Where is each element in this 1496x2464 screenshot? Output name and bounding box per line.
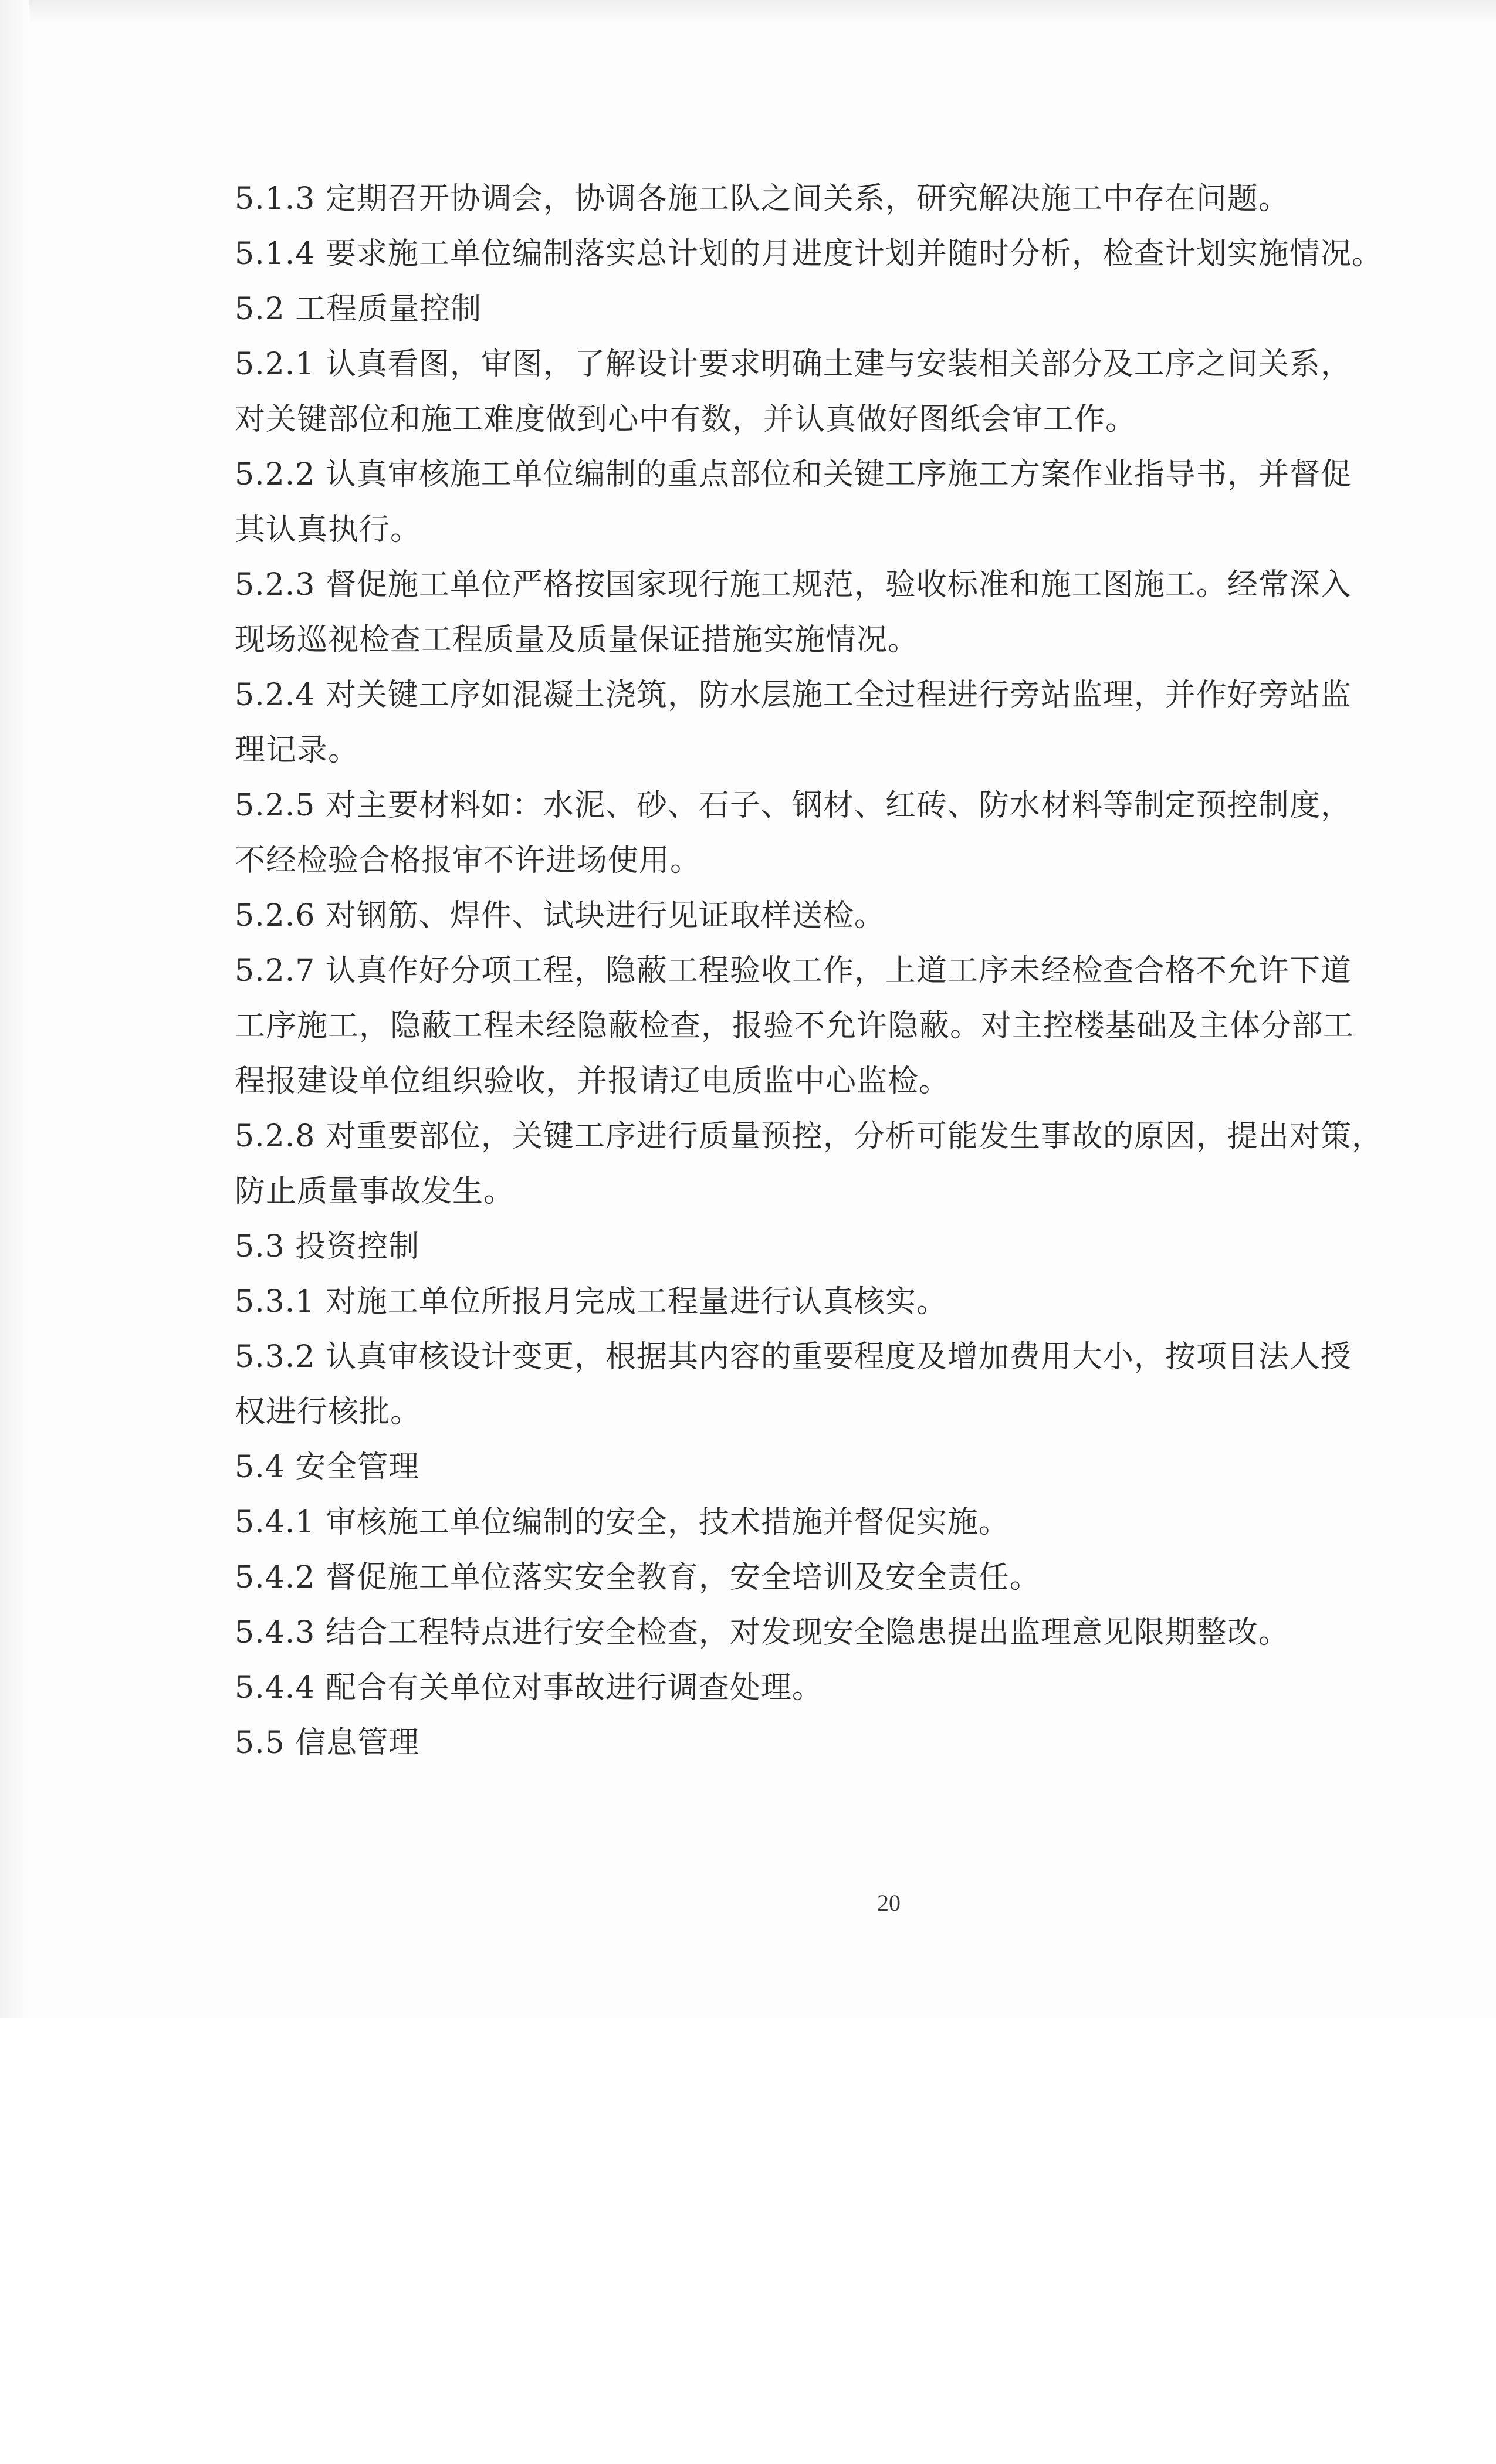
item-5-4-3: [235, 1605, 1326, 1660]
item-5-2-4: [235, 668, 1352, 778]
text-line: 5.3.2 认真审核设计变更，根据其内容的重要程度及增加费用大小，按项目法人授: [235, 1339, 1352, 1375]
text-line: 权进行核批。: [235, 1395, 422, 1430]
item-5-3-2: [235, 1329, 1352, 1440]
heading-line: 5.3 投资控制: [235, 1229, 420, 1264]
item-5-2-2: [235, 447, 1352, 557]
text-line: 5.2.1 认真看图，审图，了解设计要求明确土建与安装相关部分及工序之间关系，: [235, 347, 1352, 382]
page-number: 20: [877, 1890, 901, 1916]
item-5-1-4: [235, 226, 1383, 282]
text-line: 5.2.4 对关键工序如混凝土浇筑，防水层施工全过程进行旁站监理，并作好旁站监: [235, 678, 1352, 713]
section-heading-5-3: [235, 1219, 1326, 1274]
text-line: 工序施工，隐蔽工程未经隐蔽检查，报验不允许隐蔽。对主控楼基础及主体分部工: [235, 1008, 1355, 1044]
item-5-2-6: [235, 888, 1326, 943]
text-line: 其认真执行。: [235, 512, 422, 547]
text-line: 5.2.8 对重要部位，关键工序进行质量预控，分析可能发生事故的原因，提出对策，: [235, 1119, 1383, 1154]
heading-line: 5.4 安全管理: [235, 1450, 420, 1485]
document-body: [235, 171, 1383, 1771]
text-line: 5.4.4 配合有关单位对事故进行调查处理。: [235, 1670, 823, 1705]
item-5-2-5: [235, 778, 1352, 888]
item-5-4-1: [235, 1495, 1326, 1550]
heading-line: 5.5 信息管理: [235, 1725, 420, 1761]
text-line: 5.2.6 对钢筋、焊件、试块进行见证取样送检。: [235, 898, 885, 933]
heading-line: 5.2 工程质量控制: [235, 292, 482, 327]
text-line: 5.4.2 督促施工单位落实安全教育，安全培训及安全责任。: [235, 1560, 1041, 1595]
item-5-2-1: [235, 337, 1352, 447]
scan-edge-shadow: [0, 0, 1496, 23]
item-5-2-7: [235, 943, 1355, 1109]
text-line: 防止质量事故发生。: [235, 1174, 515, 1209]
text-line: 5.1.4 要求施工单位编制落实总计划的月进度计划并随时分析，检查计划实施情况。: [235, 236, 1383, 272]
scan-edge-shadow-left: [0, 0, 29, 2018]
text-line: 5.2.3 督促施工单位严格按国家现行施工规范，验收标准和施工图施工。经常深入: [235, 567, 1352, 603]
text-line: 5.4.1 审核施工单位编制的安全，技术措施并督促实施。: [235, 1505, 1010, 1540]
item-5-1-3: [235, 171, 1326, 226]
item-5-3-1: [235, 1274, 1326, 1329]
text-line: 程报建设单位组织验收，并报请辽电质监中心监检。: [235, 1064, 950, 1099]
text-line: 5.3.1 对施工单位所报月完成工程量进行认真核实。: [235, 1284, 947, 1319]
text-line: 5.2.2 认真审核施工单位编制的重点部位和关键工序施工方案作业指导书，并督促: [235, 457, 1352, 492]
item-5-2-8: [235, 1109, 1383, 1219]
section-heading-5-5: [235, 1715, 1326, 1771]
blank-area: [0, 2018, 1496, 2464]
item-5-4-2: [235, 1550, 1326, 1605]
text-line: 5.4.3 结合工程特点进行安全检查，对发现安全隐患提出监理意见限期整改。: [235, 1615, 1289, 1650]
section-heading-5-4: [235, 1440, 1326, 1495]
text-line: 理记录。: [235, 733, 360, 768]
text-line: 5.2.7 认真作好分项工程，隐蔽工程验收工作，上道工序未经检查合格不允许下道: [235, 953, 1352, 989]
text-line: 现场巡视检查工程质量及质量保证措施实施情况。: [235, 622, 919, 658]
item-5-2-3: [235, 557, 1352, 668]
text-line: 对关键部位和施工难度做到心中有数，并认真做好图纸会审工作。: [235, 402, 1137, 437]
item-5-4-4: [235, 1660, 1326, 1715]
text-line: 5.2.5 对主要材料如：水泥、砂、石子、钢材、红砖、防水材料等制定预控制度，: [235, 788, 1352, 823]
text-line: 不经检验合格报审不许进场使用。: [235, 843, 702, 878]
section-heading-5-2: [235, 282, 1326, 337]
text-line: 5.1.3 定期召开协调会，协调各施工队之间关系，研究解决施工中存在问题。: [235, 181, 1289, 216]
